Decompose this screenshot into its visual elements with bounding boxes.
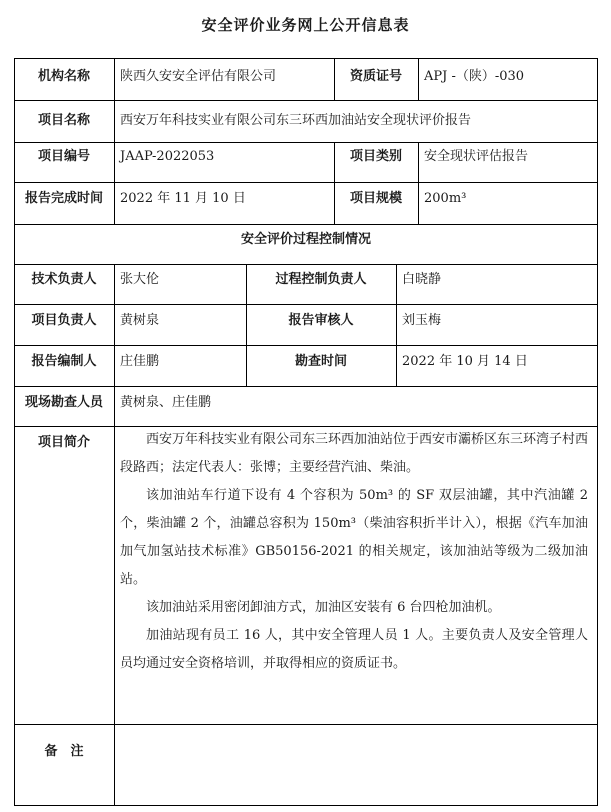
intro-paragraph: 西安万年科技实业有限公司东三环西加油站位于西安市灞桥区东三环湾子村西段路西；法定代表人：张博；主要经营汽油、柴油。	[120, 432, 589, 475]
intro-paragraph: 该加油站采用密闭卸油方式，加油区安装有 6 台四枪加油机。	[146, 600, 501, 615]
completion-label: 报告完成时间	[24, 191, 103, 206]
tech-lead-label: 技术负责人	[31, 272, 97, 287]
col-divider	[418, 58, 419, 100]
completion-value: 2022 年 11 月 10 日	[120, 191, 246, 206]
intro-paragraph: 加油站现有员工 16 人，其中安全管理人员 1 人。主要负责人及安全管理人员均通过安全资格培训，并取得相应的资质证书。	[120, 628, 588, 671]
row-divider	[14, 304, 598, 305]
row-divider	[14, 345, 598, 346]
project-lead-label: 项目负责人	[31, 313, 97, 328]
reviewer-value: 刘玉梅	[402, 313, 442, 328]
page-title: 安全评价业务网上公开信息表	[201, 16, 410, 34]
row-divider	[14, 724, 598, 725]
section-title: 安全评价过程控制情况	[240, 232, 371, 247]
tech-lead-value: 张大伦	[120, 272, 160, 287]
row-divider	[14, 182, 598, 183]
col-divider	[396, 264, 397, 386]
survey-time-value: 2022 年 10 月 14 日	[402, 354, 528, 369]
cert-value: APJ -（陕）-030	[424, 69, 525, 84]
process-lead-value: 白晓静	[402, 272, 442, 287]
info-table	[14, 58, 598, 806]
project-name-value: 西安万年科技实业有限公司东三环西加油站安全现状评价报告	[120, 113, 472, 128]
project-name-label: 项目名称	[37, 113, 90, 128]
scale-label: 项目规模	[349, 191, 402, 206]
org-label: 机构名称	[37, 69, 90, 84]
project-lead-value: 黄树泉	[120, 313, 160, 328]
col-divider	[114, 58, 115, 224]
process-lead-label: 过程控制负责人	[275, 272, 367, 287]
compiler-label: 报告编制人	[31, 354, 97, 369]
row-divider	[14, 58, 598, 59]
org-value: 陕西久安安全评估有限公司	[120, 69, 277, 84]
col-divider	[14, 58, 15, 806]
remarks-label: 备 注	[44, 744, 84, 759]
row-divider	[14, 100, 598, 101]
survey-staff-value: 黄树泉、庄佳鹏	[120, 395, 212, 410]
col-divider	[597, 58, 598, 806]
survey-time-label: 勘查时间	[294, 354, 347, 369]
intro-label: 项目简介	[37, 435, 90, 450]
project-type-label: 项目类别	[349, 149, 402, 164]
cert-label: 资质证号	[349, 69, 402, 84]
row-divider	[14, 142, 598, 143]
intro-text	[120, 426, 588, 678]
row-divider	[14, 264, 598, 265]
compiler-value: 庄佳鹏	[120, 354, 160, 369]
col-divider	[114, 264, 115, 806]
col-divider	[418, 142, 419, 224]
row-divider	[14, 805, 598, 806]
row-divider	[14, 386, 598, 387]
project-type-value: 安全现状评估报告	[424, 149, 529, 164]
intro-paragraph: 该加油站车行道下设有 4 个容积为 50m³ 的 SF 双层油罐，其中汽油罐 2 个，柴油罐 2 个，油罐总容积为 150m³（柴油容积折半计入），根据《汽车加油加气加氢站技术标准》GB50156-2021 的相关规定，该加油站等级为二级加油站。	[120, 488, 588, 587]
project-no-label: 项目编号	[37, 149, 90, 164]
reviewer-label: 报告审核人	[288, 313, 354, 328]
survey-staff-label: 现场勘查人员	[24, 395, 103, 410]
row-divider	[14, 224, 598, 225]
scale-value: 200m³	[424, 191, 467, 206]
project-no-value: JAAP-2022053	[120, 149, 215, 164]
